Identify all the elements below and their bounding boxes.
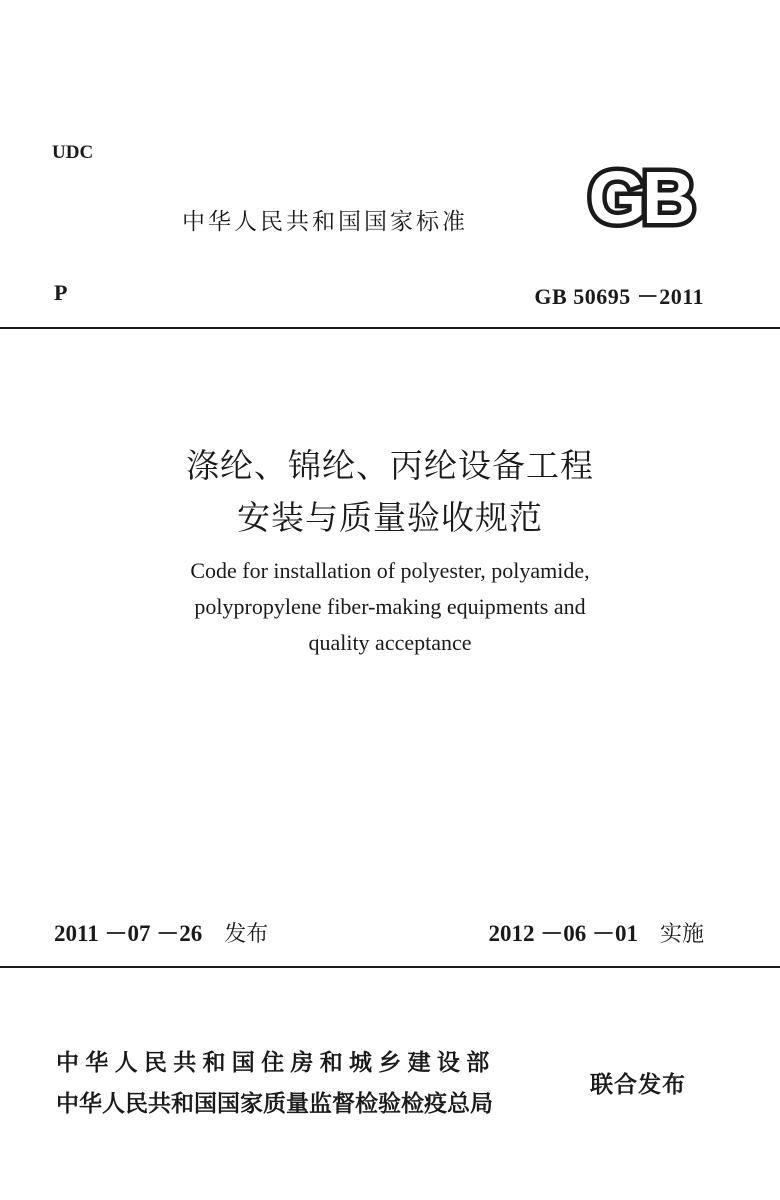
issue-label: 发布 (224, 922, 269, 947)
issue-date: 2011 －07 －26 (54, 921, 203, 946)
gb-logo (574, 163, 706, 233)
effective-label: 实施 (659, 922, 704, 947)
udc-label: UDC (52, 142, 94, 163)
title-en-line2: polypropylene fiber-making equipments and (194, 594, 586, 619)
top-divider (0, 327, 780, 329)
publisher-line1: 中华人民共和国住房和城乡建设部 (56, 1050, 496, 1076)
issue-date-block (54, 915, 268, 948)
classification-code: P (54, 280, 68, 305)
bottom-divider (0, 966, 780, 968)
title-en-line1: Code for installation of polyester, polyamide, (190, 558, 590, 583)
publisher-line2: 中华人民共和国国家质量监督检验检疫总局 (56, 1091, 493, 1117)
standard-number: GB 50695 －2011 (534, 284, 704, 309)
gb-logo-text: GB (588, 163, 692, 233)
title-cn-line1: 涤纶、锦纶、丙纶设备工程 (186, 446, 594, 485)
national-standard-heading: 中华人民共和国国家标准 (182, 209, 468, 235)
effective-date-block (488, 915, 704, 948)
title-cn-line2: 安装与质量验收规范 (237, 498, 543, 537)
title-en-line3: quality acceptance (308, 630, 472, 655)
effective-date: 2012 －06 －01 (488, 921, 638, 946)
joint-publish-label: 联合发布 (590, 1072, 686, 1098)
